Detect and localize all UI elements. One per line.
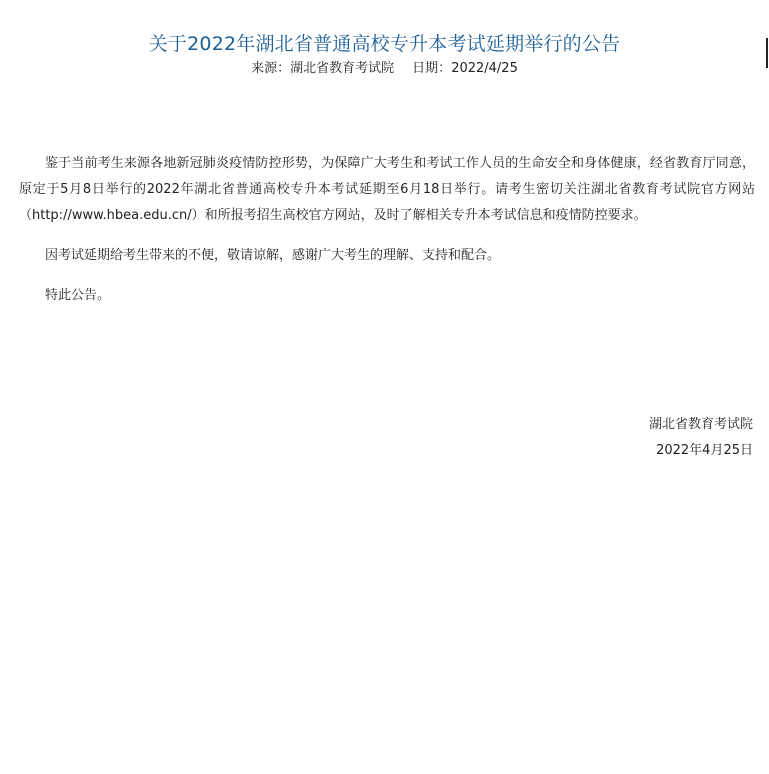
body-paragraph: 因考试延期给考生带来的不便，敬请谅解，感谢广大考生的理解、支持和配合。 — [45, 248, 501, 263]
signature-organization: 湖北省教育考试院 — [648, 417, 753, 432]
body-paragraph: 鉴于当前考生来源各地新冠肺炎疫情防控形势，为保障广大考生和考试工作人员的生命安全和身体健康，经省教育厅同意，原定于5月8日举行的2022年湖北省普通高校专升本考试延期至6月18日举行。请考生密切关注湖北省教育考试院官方网站（http://www.hbea.edu.cn/）和所报考招生高校官方网站，及时了解相关专升本考试信息和疫情防控要求。 — [19, 156, 755, 223]
source-value: 湖北省教育考试院 — [290, 61, 395, 76]
body-paragraph: 特此公告。 — [45, 288, 111, 303]
date-label: 日期： — [412, 61, 452, 76]
article-title: 关于2022年湖北省普通高校专升本考试延期举行的公告 — [148, 33, 621, 55]
date-value: 2022/4/25 — [451, 61, 518, 76]
article-body — [19, 151, 755, 323]
article-meta — [0, 60, 769, 78]
source-label: 来源： — [251, 61, 291, 76]
edge-divider — [766, 38, 768, 68]
article-signature — [649, 412, 753, 464]
signature-date: 2022年4月25日 — [656, 443, 753, 458]
